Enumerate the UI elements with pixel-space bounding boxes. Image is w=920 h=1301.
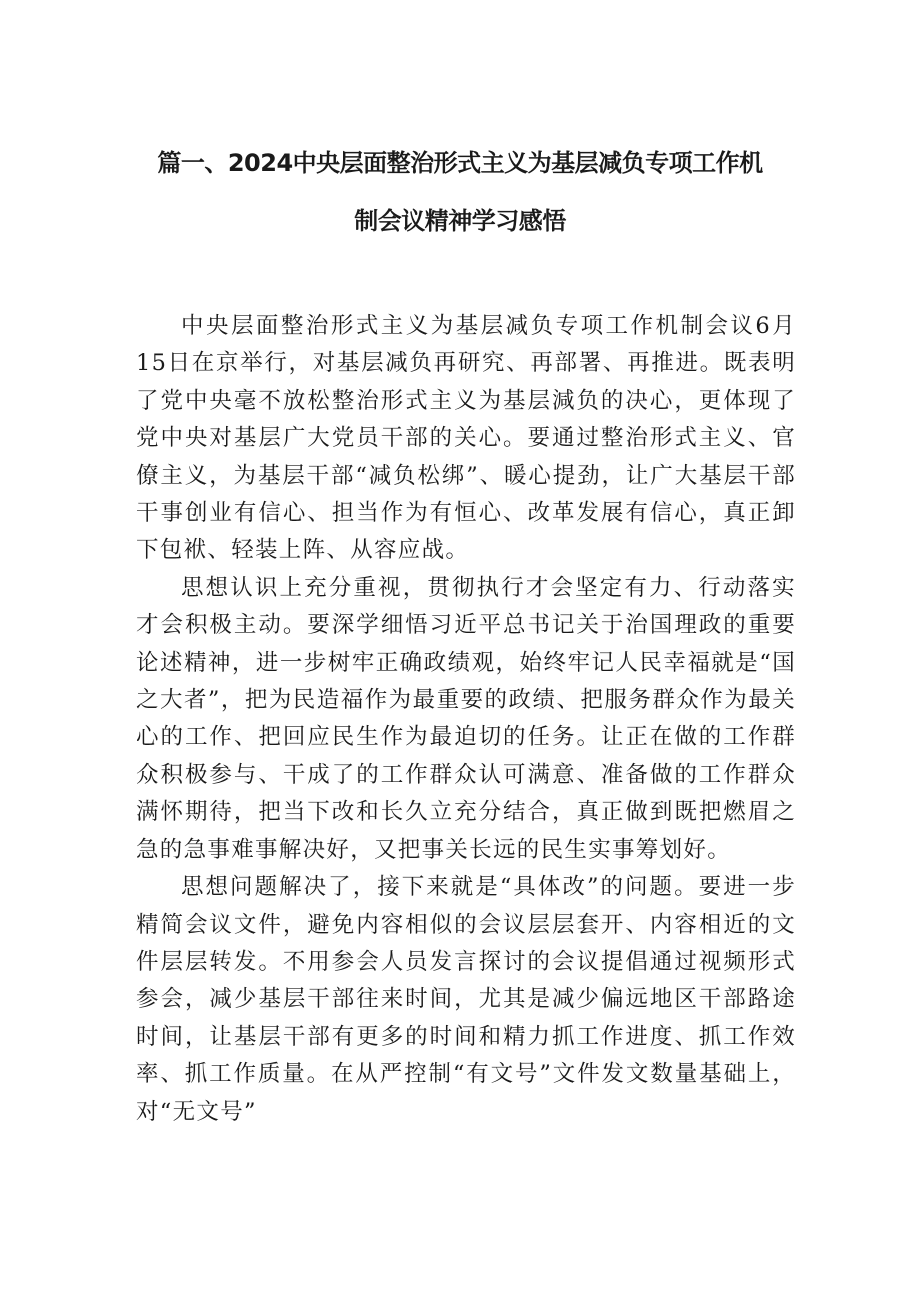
document-title-line-1: 篇一、2024中央层面整治形式主义为基层减负专项工作机 bbox=[157, 149, 763, 177]
paragraph-1: 中央层面整治形式主义为基层减负专项工作机制会议6月15日在京举行，对基层减负再研究、再部署、再推进。既表明了党中央毫不放松整治形式主义为基层減负的决心，更体现了党中央对基层广大党员干部的关心。要通过整治形式主义、官僚主义，为基层干部“减负松绑”、暖心提劲，让广大基层干部干事创业有信心、担当作为有恒心、改革发展有信心，真正卸下包袱、轻装上阵、从容应战。 bbox=[136, 313, 796, 564]
document-body bbox=[136, 308, 796, 1131]
document-title-line-2: 制会议精神学习感悟 bbox=[354, 207, 566, 235]
paragraph-3: 思想问题解决了，接下来就是“具体改”的问题。要进一步精简会议文件，避免内容相似的会议层层套开、内容相近的文件层层转发。不用参会人员发言探讨的会议提倡通过视频形式参会，减少基层干部往来时间，尤其是减少偏远地区干部路途时间，让基层干部有更多的时间和精力抓工作进度、抓工作效率、抓工作质量。在从严控制“有文号”文件发文数量基础上，对“无文号” bbox=[136, 874, 796, 1125]
paragraph-2: 思想认识上充分重视，贯彻执行才会坚定有力、行动落实才会积极主动。要深学细悟习近平总书记关于治国理政的重要论述精神，进一步树牢正确政绩观，始终牢记人民幸福就是“国之大者”，把为民造福作为最重要的政绩、把服务群众作为最关心的工作、把回应民生作为最迫切的任务。让正在做的工作群众积极参与、干成了的工作群众认可满意、准备做的工作群众满怀期待，把当下改和长久立充分结合，真正做到既把燃眉之急的急事难事解决好，又把事关长远的民生实事筹划好。 bbox=[136, 574, 796, 863]
